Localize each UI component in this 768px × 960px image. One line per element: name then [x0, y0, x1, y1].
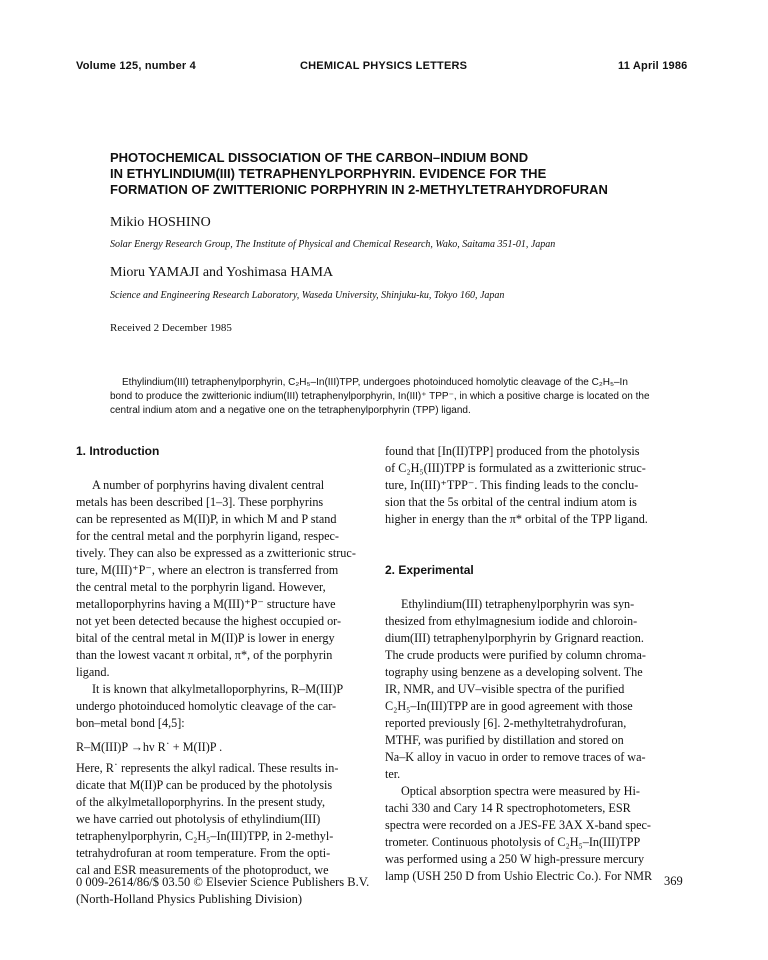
author-name: Mioru YAMAJI and Yoshimasa HAMA	[110, 265, 334, 280]
text-line: metalloporphyrins having a M(III)⁺P⁻ structure have	[76, 597, 336, 611]
text-line: dium(III) tetraphenylporphyrin by Grignard reaction.	[385, 631, 644, 645]
text-line: trometer. Continuous photolysis of C₂H₅–In(III)TPP	[385, 835, 641, 849]
text-line: ligand.	[76, 665, 110, 679]
abstract	[110, 376, 740, 418]
text-line: for the central metal and the porphyrin ligand, respec-	[76, 529, 339, 543]
abstract-line: Ethylindium(III) tetraphenylporphyrin, C₂H₅–In(III)TPP, undergoes photoinduced homolytic cleavage of the C₂H₅–In	[122, 377, 628, 388]
text-line: The crude products were purified by column chroma-	[385, 648, 646, 662]
article-title	[110, 150, 710, 198]
footer-copyright: 0 009-2614/86/$ 03.50 © Elsevier Science Publishers B.V.	[76, 875, 370, 889]
text-line: It is known that alkylmetalloporphyrins, R–M(III)P	[92, 682, 344, 696]
text-line: IR, NMR, and UV–visible spectra of the purified	[385, 682, 625, 696]
section-heading: 2. Experimental	[385, 563, 474, 577]
left-column	[76, 443, 406, 879]
text-line: sion that the 5s orbital of the central indium atom is	[385, 495, 637, 509]
text-line: reported previously [6]. 2-methyltetrahydrofuran,	[385, 716, 627, 730]
text-line: was performed using a 250 W high-pressure mercury	[385, 852, 645, 866]
text-line: we have carried out photolysis of ethylindium(III)	[76, 812, 321, 826]
text-line: spectra were recorded on a JES-FE 3AX X-band spec-	[385, 818, 651, 832]
author-affiliation: Science and Engineering Research Laboratory, Waseda University, Shinjuku-ku, Tokyo 160, Japan	[110, 290, 505, 301]
text-line: bital of the central metal in M(II)P is lower in energy	[76, 631, 335, 645]
text-line: bon–metal bond [4,5]:	[76, 716, 185, 730]
text-line: ture, In(III)⁺TPP⁻. This finding leads to the conclu-	[385, 478, 639, 492]
title-line: PHOTOCHEMICAL DISSOCIATION OF THE CARBON–INDIUM BOND	[110, 150, 529, 165]
right-column	[385, 443, 715, 885]
text-line: Na–K alloy in vacuo in order to remove traces of wa-	[385, 750, 646, 764]
abstract-line: central indium atom and a negative one on the tetraphenylporphyrin (TPP) ligand.	[110, 405, 471, 416]
title-line: FORMATION OF ZWITTERIONIC PORPHYRIN IN 2-METHYLTETRAHYDROFURAN	[110, 182, 608, 197]
footer-publisher: (North-Holland Physics Publishing Division)	[76, 892, 303, 906]
text-line: A number of porphyrins having divalent central	[92, 478, 325, 492]
volume-info: Volume 125, number 4	[76, 60, 196, 72]
text-line: than the lowest vacant π orbital, π*, of the porphyrin	[76, 648, 333, 662]
text-line: tography using benzene as a developing solvent. The	[385, 665, 643, 679]
text-line: C₂H₅–In(III)TPP are in good agreement with those	[385, 699, 633, 713]
page-number: 369	[664, 874, 683, 888]
issue-date: 11 April 1986	[618, 60, 688, 72]
title-line: IN ETHYLINDIUM(III) TETRAPHENYLPORPHYRIN. EVIDENCE FOR THE	[110, 166, 547, 181]
text-line: higher in energy than the π* orbital of the TPP ligand.	[385, 512, 648, 526]
reaction-equation: R–M(III)P →hν R˙ + M(II)P .	[76, 740, 223, 754]
text-line: Optical absorption spectra were measured by Hi-	[401, 784, 640, 798]
abstract-line: bond to produce the zwitterionic indium(III) tetraphenylporphyrin, In(III)⁺ TPP⁻, in which a positive charge is located on the	[110, 391, 650, 402]
text-line: tachi 330 and Cary 14 R spectrophotometers, ESR	[385, 801, 631, 815]
text-line: tetraphenylporphyrin, C₂H₅–In(III)TPP, in 2-methyl-	[76, 829, 334, 843]
text-line: ture, M(III)⁺P⁻, where an electron is transferred from	[76, 563, 339, 577]
author-affiliation: Solar Energy Research Group, The Institute of Physical and Chemical Research, Wako, Saitama 351-01, Japan	[110, 239, 556, 250]
text-line: thesized from ethylmagnesium iodide and chloroin-	[385, 614, 638, 628]
text-line: ter.	[385, 767, 401, 781]
text-line: of C₂H₅(III)TPP is formulated as a zwitterionic struc-	[385, 461, 646, 475]
text-line: Ethylindium(III) tetraphenylporphyrin was syn-	[401, 597, 635, 611]
journal-name: CHEMICAL PHYSICS LETTERS	[300, 60, 468, 72]
text-line: of the alkylmetalloporphyrins. In the present study,	[76, 795, 325, 809]
text-line: cal and ESR measurements of the photoproduct, we	[76, 863, 329, 877]
text-line: MTHF, was purified by distillation and stored on	[385, 733, 624, 747]
text-line: found that [In(II)TPP] produced from the photolysis	[385, 444, 640, 458]
text-line: undergo photoinduced homolytic cleavage of the car-	[76, 699, 337, 713]
text-line: metals has been described [1–3]. These porphyrins	[76, 495, 324, 509]
author-name: Mikio HOSHINO	[110, 215, 211, 230]
received-date: Received 2 December 1985	[110, 322, 232, 334]
text-line: the central metal to the porphyrin ligand. However,	[76, 580, 326, 594]
text-line: dicate that M(II)P can be produced by the photolysis	[76, 778, 333, 792]
section-heading: 1. Introduction	[76, 444, 160, 458]
text-line: Here, R˙ represents the alkyl radical. These results in-	[76, 761, 339, 775]
text-line: tively. They can also be expressed as a zwitterionic struc-	[76, 546, 356, 560]
text-line: can be represented as M(II)P, in which M and P stand	[76, 512, 337, 526]
text-line: lamp (USH 250 D from Ushio Electric Co.). For NMR	[385, 869, 653, 883]
text-line: tetrahydrofuran at room temperature. From the opti-	[76, 846, 331, 860]
text-line: not yet been detected because the highest occupied or-	[76, 614, 342, 628]
